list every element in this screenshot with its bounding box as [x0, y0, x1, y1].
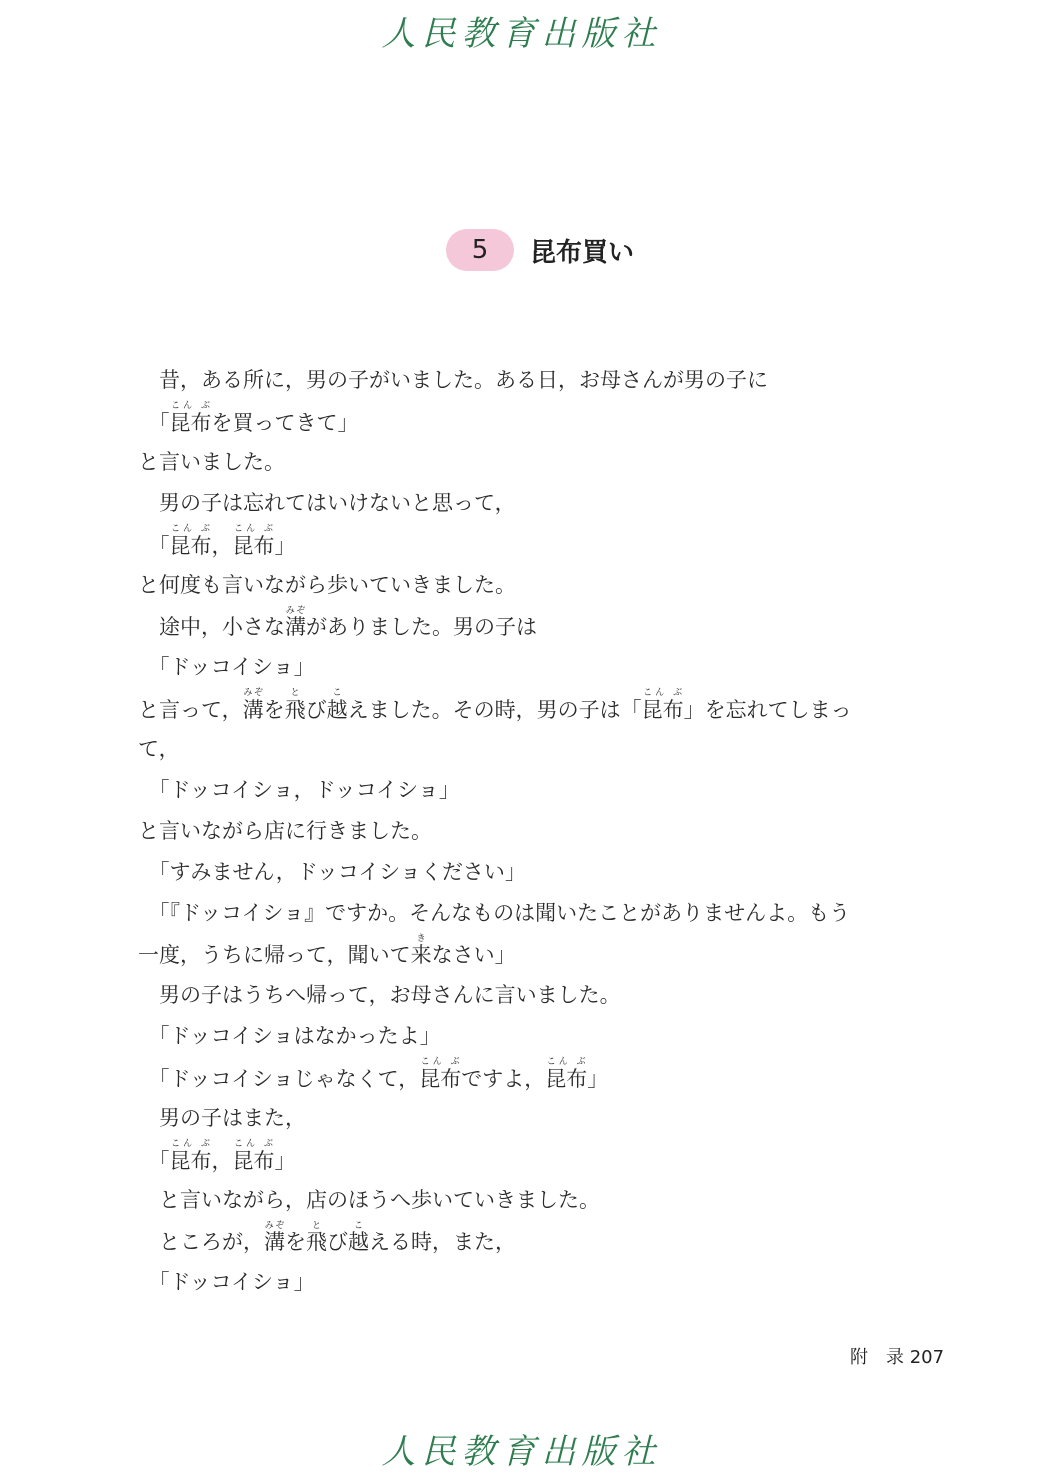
page-footer	[850, 1343, 960, 1369]
publisher-logo-bottom: 人民教育出版社	[381, 1432, 662, 1472]
story-line: 「すみません，ドッコイショください」	[138, 860, 526, 884]
story-line: と何度も言いながら歩いていきました。	[138, 573, 516, 597]
story-line: 「ドッコイショはなかったよ」	[138, 1024, 441, 1048]
story-line: と言いました。	[138, 450, 285, 474]
page-number: 207	[909, 1347, 945, 1368]
story-line: 昔，ある所に，男の子がいました。ある日，お母さんが男の子に	[138, 368, 768, 392]
story-line: と言いながら店に行きました。	[138, 819, 432, 843]
story-line: 「昆布こん ぶを買ってきて」	[138, 401, 359, 435]
story-line: 「ドッコイショ，ドッコイショ」	[138, 778, 460, 802]
story-line: ところが，溝みぞを飛とび越こえる時，また，	[138, 1221, 516, 1254]
story-line: 「昆布こん ぶ，昆布こん ぶ」	[138, 524, 296, 558]
story-line: と言って，溝みぞを飛とび越こえました。その時，男の子は「昆布こん ぶ」を忘れてしまっ	[138, 688, 852, 722]
story-line: 一度，うちに帰って，聞いて来きなさい」	[138, 934, 516, 967]
story-line: 「昆布こん ぶ，昆布こん ぶ」	[138, 1139, 296, 1173]
story-line: 「ドッコイショじゃなくて，昆布こん ぶですよ，昆布こん ぶ」	[138, 1057, 609, 1091]
story-body	[138, 360, 958, 1303]
publisher-logo-top: 人民教育出版社	[381, 14, 662, 54]
story-line: 途中，小さな溝みぞがありました。男の子は	[138, 606, 537, 639]
story-line: と言いながら，店のほうへ歩いていきました。	[138, 1188, 600, 1212]
chapter-number-badge: 5	[446, 229, 514, 271]
story-line: 「ドッコイショ」	[138, 1270, 315, 1294]
story-line: 男の子は忘れてはいけないと思って，	[138, 491, 516, 515]
chapter-title	[446, 228, 634, 272]
story-line: 「『ドッコイショ』ですか。そんなものは聞いたことがありませんよ。もう	[138, 901, 851, 925]
story-line: て，	[138, 737, 180, 761]
story-line: 「ドッコイショ」	[138, 655, 315, 679]
story-line: 男の子はうちへ帰って，お母さんに言いました。	[138, 983, 621, 1007]
story-line: 男の子はまた，	[138, 1106, 306, 1130]
chapter-title-text: 昆布買い	[530, 237, 635, 268]
page-label: 附 录	[850, 1347, 904, 1368]
